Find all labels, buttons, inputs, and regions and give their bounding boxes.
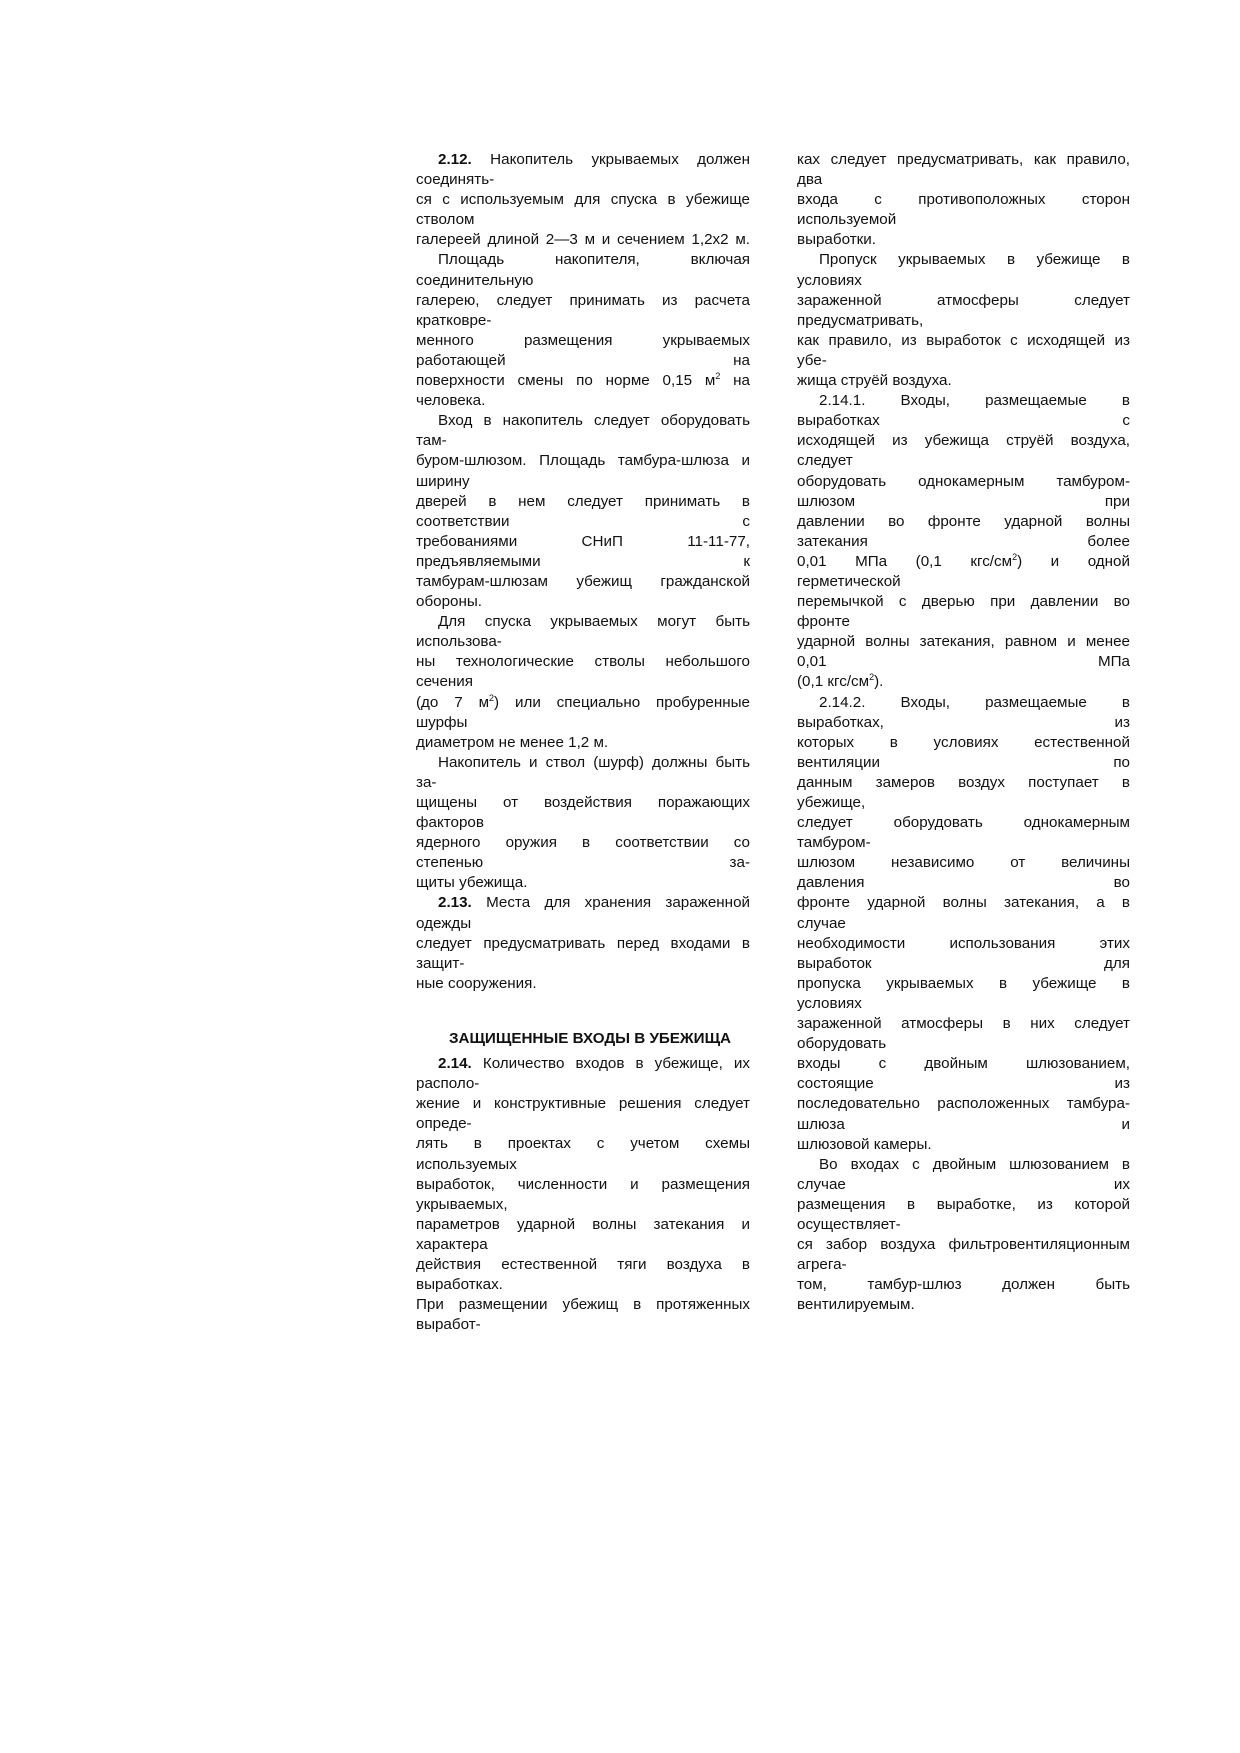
text-span: выработках. <box>416 1276 503 1294</box>
text-span: галереей длиной 2—3 м и сечением 1,2х2 м. <box>416 231 750 249</box>
text-span: выработках, из <box>797 713 1130 731</box>
text-line <box>416 914 750 934</box>
text-span: человека. <box>416 392 486 410</box>
text-line <box>416 1315 750 1335</box>
text-span: следует <box>797 452 853 470</box>
text-line <box>797 853 1130 873</box>
text-line <box>797 753 1130 773</box>
text-line <box>416 753 750 773</box>
text-span: характера <box>416 1235 488 1253</box>
text-line <box>797 773 1130 793</box>
text-span: вентилируемым. <box>797 1296 915 1314</box>
text-line <box>797 1034 1130 1054</box>
text-line <box>797 693 1130 713</box>
text-line <box>797 713 1130 733</box>
text-span: параметров ударной волны затекания и <box>416 1215 750 1233</box>
text-span: кратковре- <box>416 311 492 329</box>
text-line <box>797 672 1130 692</box>
text-line <box>416 371 750 391</box>
text-span: Накопитель и ствол (шурф) должны быть <box>438 753 750 771</box>
text-span: предусматривать, <box>797 311 924 329</box>
text-line <box>416 693 750 713</box>
text-line <box>797 431 1130 451</box>
text-line <box>797 250 1130 270</box>
clause-number: 2.14. <box>438 1055 472 1073</box>
text-line <box>416 512 750 532</box>
text-span: давления во <box>797 874 1130 892</box>
text-line <box>416 632 750 652</box>
text-span: оборудовать однокамерным тамбуром- <box>797 472 1130 490</box>
text-line <box>416 713 750 733</box>
text-line <box>797 833 1130 853</box>
text-line <box>416 1235 750 1255</box>
text-line <box>416 210 750 230</box>
clause-number: 2.12. <box>438 151 472 168</box>
text-line <box>797 512 1130 532</box>
text-line <box>797 954 1130 974</box>
text-line <box>416 532 750 552</box>
text-line <box>797 1014 1130 1034</box>
text-span: 0,01 МПа <box>797 653 1130 671</box>
text-span: необходимости использования этих <box>797 934 1130 952</box>
text-line <box>797 733 1130 753</box>
text-line <box>416 873 750 893</box>
text-span: тамбурам-шлюзам убежищ гражданской <box>416 572 750 590</box>
text-line <box>797 150 1130 170</box>
text-line <box>797 1054 1130 1074</box>
text-line <box>797 1275 1130 1295</box>
superscript: 2 <box>715 371 721 382</box>
text-line <box>416 150 750 170</box>
text-span: соединять- <box>416 171 495 189</box>
text-line <box>416 1195 750 1215</box>
text-span: Накопитель укрываемых должен <box>471 151 750 168</box>
text-span: условиях <box>797 271 862 289</box>
text-line <box>416 1094 750 1114</box>
text-span: ны технологические стволы небольшого <box>416 653 750 671</box>
text-line <box>797 271 1130 291</box>
text-line <box>416 1255 750 1275</box>
text-span: данным замеров воздух поступает в <box>797 773 1130 791</box>
text-line <box>416 1054 750 1074</box>
text-line <box>416 1295 750 1315</box>
text-span: выработок, численности и размещения <box>416 1175 750 1193</box>
text-span: входы с двойным шлюзованием, <box>797 1055 1130 1073</box>
text-span: факторов <box>416 814 484 832</box>
text-span: два <box>797 171 823 189</box>
text-line <box>416 1215 750 1235</box>
text-span: фронте ударной волны затекания, а в <box>797 894 1130 912</box>
text-span: сечения <box>416 673 473 691</box>
text-line <box>797 230 1130 250</box>
text-span: использова- <box>416 633 502 651</box>
text-span: входа с противоположных сторон <box>797 191 1130 209</box>
text-span: 2.14.2. Входы, размещаемые в <box>819 693 1130 711</box>
right-column <box>797 150 1130 1315</box>
text-span: ) и одной <box>1017 552 1130 570</box>
text-line <box>416 170 750 190</box>
text-line <box>797 472 1130 492</box>
superscript: 2 <box>489 692 495 703</box>
text-span: 0,01 МПа (0,1 кгс/см <box>797 552 1013 570</box>
text-line <box>797 190 1130 210</box>
text-span: затекания более <box>797 532 1130 550</box>
text-span: на <box>720 372 750 390</box>
text-line <box>416 271 750 291</box>
blank-line <box>416 994 750 1014</box>
text-span: используемых <box>416 1155 517 1173</box>
text-line <box>797 351 1130 371</box>
text-line <box>797 552 1130 572</box>
text-span: располо- <box>416 1075 480 1093</box>
text-line <box>416 1275 750 1295</box>
text-span: жение и конструктивные решения следует <box>416 1095 750 1113</box>
text-span: Вход в накопитель следует оборудовать <box>438 412 750 430</box>
text-line <box>797 934 1130 954</box>
superscript: 2 <box>1012 551 1018 562</box>
text-line <box>416 612 750 632</box>
text-span: требованиями СНиП 11-11-77, <box>416 532 750 550</box>
text-line <box>416 311 750 331</box>
text-span: убе- <box>797 351 827 369</box>
text-line <box>797 170 1130 190</box>
text-line <box>416 833 750 853</box>
text-span: ках следует предусматривать, как правило, <box>797 151 1130 168</box>
text-line <box>416 893 750 913</box>
text-line <box>797 411 1130 431</box>
text-line <box>797 974 1130 994</box>
text-span: случае <box>797 914 846 932</box>
text-line <box>797 572 1130 592</box>
text-span: герметической <box>797 572 901 590</box>
text-span: щищены от воздействия поражающих <box>416 794 750 811</box>
text-span: лять в проектах с учетом схемы <box>416 1135 750 1153</box>
text-line <box>797 1094 1130 1114</box>
text-line <box>416 351 750 371</box>
text-span: шурфы <box>416 713 468 731</box>
text-line <box>416 411 750 431</box>
text-span: ). <box>874 673 884 691</box>
text-span: шлюзом независимо от величины <box>797 854 1130 872</box>
text-span: ся с используемым для спуска в убежище <box>416 191 750 209</box>
text-span: соединительную <box>416 271 534 289</box>
text-span: убежище, <box>797 794 866 811</box>
text-span: Во входах с двойным шлюзованием в <box>819 1155 1130 1173</box>
text-line <box>416 1175 750 1195</box>
text-line <box>416 391 750 411</box>
text-line <box>416 331 750 351</box>
text-span: щиты убежища. <box>416 874 528 892</box>
text-span: стволом <box>416 211 475 229</box>
text-span: дверей в нем следует принимать в <box>416 492 750 510</box>
spacer <box>416 1014 750 1024</box>
text-span: предъявляемыми к <box>416 552 750 570</box>
text-line <box>416 793 750 813</box>
text-line <box>416 592 750 612</box>
text-line <box>797 1235 1130 1255</box>
text-span: зараженной атмосферы в них следует <box>797 1015 1130 1033</box>
text-span: ся забор воздуха фильтровентиляционным <box>797 1236 1130 1254</box>
text-span: ударной волны затекания, равном и менее <box>797 633 1130 651</box>
text-line <box>416 431 750 451</box>
text-line <box>797 291 1130 311</box>
text-span: защит- <box>416 954 465 972</box>
text-line <box>797 1135 1130 1155</box>
text-span: выработок для <box>797 954 1130 972</box>
text-span: пропуска укрываемых в убежище в <box>797 974 1130 992</box>
text-line <box>416 853 750 873</box>
text-span: степенью за- <box>416 854 750 872</box>
text-span: Пропуск укрываемых в убежище в <box>819 251 1130 269</box>
text-span: менного размещения укрываемых <box>416 331 750 349</box>
text-span: там- <box>416 432 447 450</box>
text-span: соответствии с <box>416 512 750 530</box>
text-span: которых в условиях естественной <box>797 733 1130 751</box>
text-line <box>797 1155 1130 1175</box>
text-line <box>797 632 1130 652</box>
text-span: обороны. <box>416 593 483 611</box>
text-span: ные сооружения. <box>416 974 537 992</box>
text-span: 2.14.1. Входы, размещаемые в <box>819 392 1130 410</box>
text-span: выработки. <box>797 231 876 249</box>
text-line <box>416 1155 750 1175</box>
text-line <box>416 733 750 753</box>
text-line <box>416 773 750 793</box>
text-line <box>797 210 1130 230</box>
text-line <box>797 592 1130 612</box>
text-span: последовательно расположенных тамбура- <box>797 1095 1130 1113</box>
text-span: условиях <box>797 994 862 1012</box>
text-line <box>416 190 750 210</box>
text-span: опреде- <box>416 1115 472 1133</box>
text-span: галерею, следует принимать из расчета <box>416 291 750 309</box>
section-heading: ЗАЩИЩЕННЫЕ ВХОДЫ В УБЕЖИЩА <box>448 1030 732 1048</box>
text-line <box>797 914 1130 934</box>
text-span: следует предусматривать перед входами в <box>416 934 750 952</box>
text-span: зараженной атмосферы следует <box>797 291 1130 309</box>
text-span: Площадь накопителя, включая <box>438 251 750 269</box>
text-span: размещения в выработке, из которой <box>797 1195 1130 1213</box>
text-line <box>797 793 1130 813</box>
text-line <box>797 1115 1130 1135</box>
text-span: (до 7 м <box>416 693 490 711</box>
clause-number: 2.13. <box>438 894 472 912</box>
text-line <box>416 652 750 672</box>
text-span: за- <box>416 773 437 791</box>
left-column <box>416 150 750 1335</box>
text-span: шлюза и <box>797 1115 1130 1133</box>
superscript: 2 <box>869 672 875 683</box>
text-span: оборудовать <box>797 1035 887 1053</box>
text-line <box>797 612 1130 632</box>
text-span: следует оборудовать однокамерным <box>797 814 1130 832</box>
text-line <box>797 813 1130 833</box>
text-span: фронте <box>797 613 851 631</box>
text-line <box>416 672 750 692</box>
text-line <box>797 492 1130 512</box>
text-line <box>416 954 750 974</box>
text-span: перемычкой с дверью при давлении во <box>797 593 1130 611</box>
text-line <box>416 472 750 492</box>
text-line <box>797 1215 1130 1235</box>
text-span: действия естественной тяги воздуха в <box>416 1255 750 1273</box>
text-span: Места для хранения зараженной <box>471 894 750 912</box>
text-line <box>416 1114 750 1134</box>
text-span: ядерного оружия в соответствии со <box>416 834 750 852</box>
text-line <box>416 291 750 311</box>
text-span: выработ- <box>416 1316 481 1334</box>
text-span: исходящей из убежища струёй воздуха, <box>797 432 1130 450</box>
text-span: том, тамбур-шлюз должен быть <box>797 1276 1130 1294</box>
text-span: давлении во фронте ударной волны <box>797 512 1130 530</box>
text-span: тамбуром- <box>797 834 871 852</box>
text-span: диаметром не менее 1,2 м. <box>416 733 609 751</box>
text-line <box>416 492 750 512</box>
text-span: Количество входов в убежище, их <box>471 1055 750 1073</box>
text-span: При размещении убежищ в протяженных <box>416 1296 750 1314</box>
text-span: ) или специально пробуренные <box>494 693 750 711</box>
text-line <box>416 552 750 572</box>
text-line <box>797 994 1130 1014</box>
text-span: (0,1 кгс/см <box>797 673 870 691</box>
text-line <box>797 451 1130 471</box>
text-span: поверхности смены по норме 0,15 м <box>416 372 716 390</box>
text-span: как правило, из выработок с исходящей из <box>797 331 1130 349</box>
text-line <box>416 451 750 471</box>
text-span: шлюзовой камеры. <box>797 1135 932 1153</box>
text-line <box>416 230 750 250</box>
text-line <box>416 1074 750 1094</box>
text-line <box>416 813 750 833</box>
text-line <box>797 652 1130 672</box>
text-span: работающей на <box>416 351 750 369</box>
text-span: состоящие из <box>797 1075 1130 1093</box>
text-span: используемой <box>797 211 897 229</box>
text-span: шлюзом при <box>797 492 1130 510</box>
text-span: Для спуска укрываемых могут быть <box>438 613 750 631</box>
text-line <box>797 331 1130 351</box>
text-span: ширину <box>416 472 470 490</box>
text-line <box>797 1255 1130 1275</box>
text-line <box>797 371 1130 391</box>
text-line <box>797 1295 1130 1315</box>
text-span: выработках с <box>797 412 1130 430</box>
text-line <box>797 1195 1130 1215</box>
text-line <box>416 572 750 592</box>
text-line <box>416 974 750 994</box>
text-span: осуществляет- <box>797 1215 901 1233</box>
text-span: случае их <box>797 1175 1130 1193</box>
text-line <box>797 391 1130 411</box>
text-line <box>797 1074 1130 1094</box>
text-line <box>797 311 1130 331</box>
text-span: вентиляции по <box>797 753 1130 771</box>
text-line <box>797 873 1130 893</box>
text-line <box>797 1175 1130 1195</box>
text-span: агрега- <box>797 1256 847 1274</box>
text-line <box>797 893 1130 913</box>
text-line <box>416 1134 750 1154</box>
text-line <box>797 532 1130 552</box>
text-line <box>416 934 750 954</box>
text-span: буром-шлюзом. Площадь тамбура-шлюза и <box>416 452 750 470</box>
text-span: укрываемых, <box>416 1195 508 1213</box>
text-span: одежды <box>416 914 472 932</box>
text-span: жища струёй воздуха. <box>797 372 952 390</box>
text-line <box>416 250 750 270</box>
